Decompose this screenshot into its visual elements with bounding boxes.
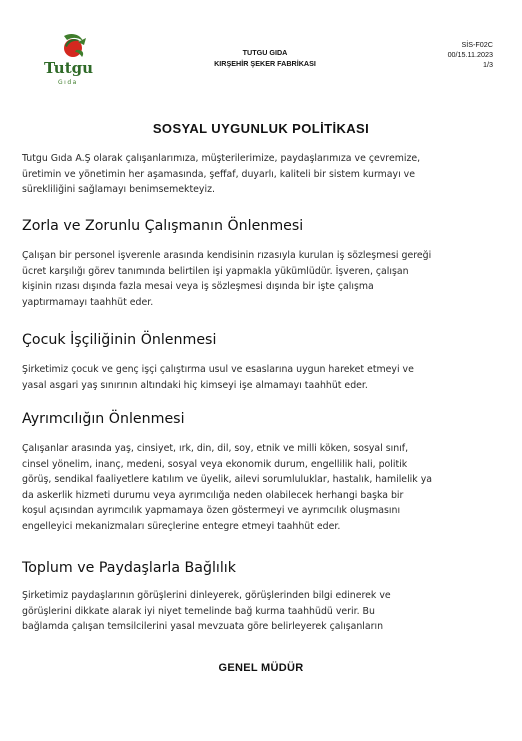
text-line: üretimin ve yönetimin her aşamasında, şeffaf, duyarlı, kaliteli bir sistem kurmayı ve: [22, 168, 416, 180]
doc-date: 00/15.11.2023: [447, 50, 493, 59]
text-line: engelleyici mekanizmaları süreçlerine entegre etmeyi taahhüt eder.: [22, 520, 341, 532]
text-line: cinsel yönelim, inanç, medeni, sosyal veya ekonomik durum, engellilik hali, politik: [22, 458, 408, 470]
section-forced-labor: [22, 217, 500, 235]
text-line: Çalışanlar arasında yaş, cinsiyet, ırk, din, dil, soy, etnik ve milli köken, sosyal sınıf,: [22, 443, 409, 454]
page-number: 1/3: [483, 60, 493, 69]
section-heading: Çocuk İşçiliğinin Önlenmesi: [22, 332, 217, 348]
text-line: görüş, sendikal faaliyetlere katılım ve üyelik, ailevi sorumluluklar, hastalık, hamilelik ya: [22, 474, 432, 486]
section-community: [22, 559, 500, 577]
logo-wordmark: Tutgu: [44, 59, 94, 77]
signature-title: GENEL MÜDÜR: [218, 662, 304, 674]
text-line: da askerlik hizmeti durumu veya ayrımcılığa neden olabilecek herhangi başka bir: [22, 489, 404, 501]
text-line: Şirketimiz çocuk ve genç işçi çalıştırma usul ve esaslarına uygun hareket etmeyi ve: [22, 364, 414, 375]
section-body: [22, 588, 500, 635]
document-title: SOSYAL UYGUNLUK POLİTİKASI: [152, 121, 370, 136]
logo-subtext: Gıda: [58, 79, 78, 86]
text-line: kişinin rızası dışında fazla mesai veya iş sözleşmesi dışında bir işte çalışma: [22, 281, 374, 293]
text-line: Şirketimiz paydaşlarının görüşlerini dinleyerek, görüşlerinden bilgi edinerek ve: [22, 590, 391, 601]
factory-name: KIRŞEHİR ŞEKER FABRİKASI: [214, 59, 316, 68]
section-body: [22, 362, 500, 393]
text-line: Tutgu Gıda A.Ş olarak çalışanlarımıza, müşterilerimize, paydaşlarımıza ve çevremize,: [22, 153, 421, 164]
text-line: bağlamda çalışan temsilcilerini yasal mevzuata göre belirleyerek çalışanların: [22, 621, 384, 633]
section-child-labor: [22, 331, 500, 349]
text-line: yasal asgari yaş sınırının altındaki hiç kimseyi işe almamayı taahhüt eder.: [22, 379, 368, 391]
section-heading: Ayrımcılığın Önlenmesi: [22, 411, 185, 427]
company-name: TUTGU GIDA: [242, 48, 288, 57]
section-body: [22, 248, 500, 310]
doc-code: SİS-F02C: [461, 40, 493, 49]
text-line: ücret karşılığı görev tanımında belirtilen işi yapmakla yükümlüdür. İşveren, çalışan: [22, 265, 409, 277]
intro-paragraph: [22, 151, 500, 198]
text-line: sürekliliğini sağlamayı benimsemekteyiz.: [22, 184, 215, 196]
text-line: koşul açısından ayrımcılık yapmamaya özen göstermeyi ve ayrımcılık oluşmasını: [22, 505, 401, 517]
section-heading: Zorla ve Zorunlu Çalışmanın Önlenmesi: [22, 218, 304, 234]
logo-graphic: [40, 32, 102, 88]
section-body: [22, 441, 500, 535]
company-logo: [40, 32, 102, 88]
text-line: Çalışan bir personel işverenle arasında kendisinin rızasıyla kurulan iş sözleşmesi gereği: [22, 250, 432, 261]
text-line: yaptırmamayı taahhüt eder.: [22, 296, 154, 308]
section-heading: Toplum ve Paydaşlarla Bağlılık: [22, 560, 236, 576]
text-line: görüşlerini dikkate alarak iyi niyet temelinde bağ kurma taahhüdü verir. Bu: [22, 605, 375, 617]
company-header: [150, 47, 380, 69]
section-discrimination: [22, 410, 500, 428]
document-info: [448, 40, 493, 70]
